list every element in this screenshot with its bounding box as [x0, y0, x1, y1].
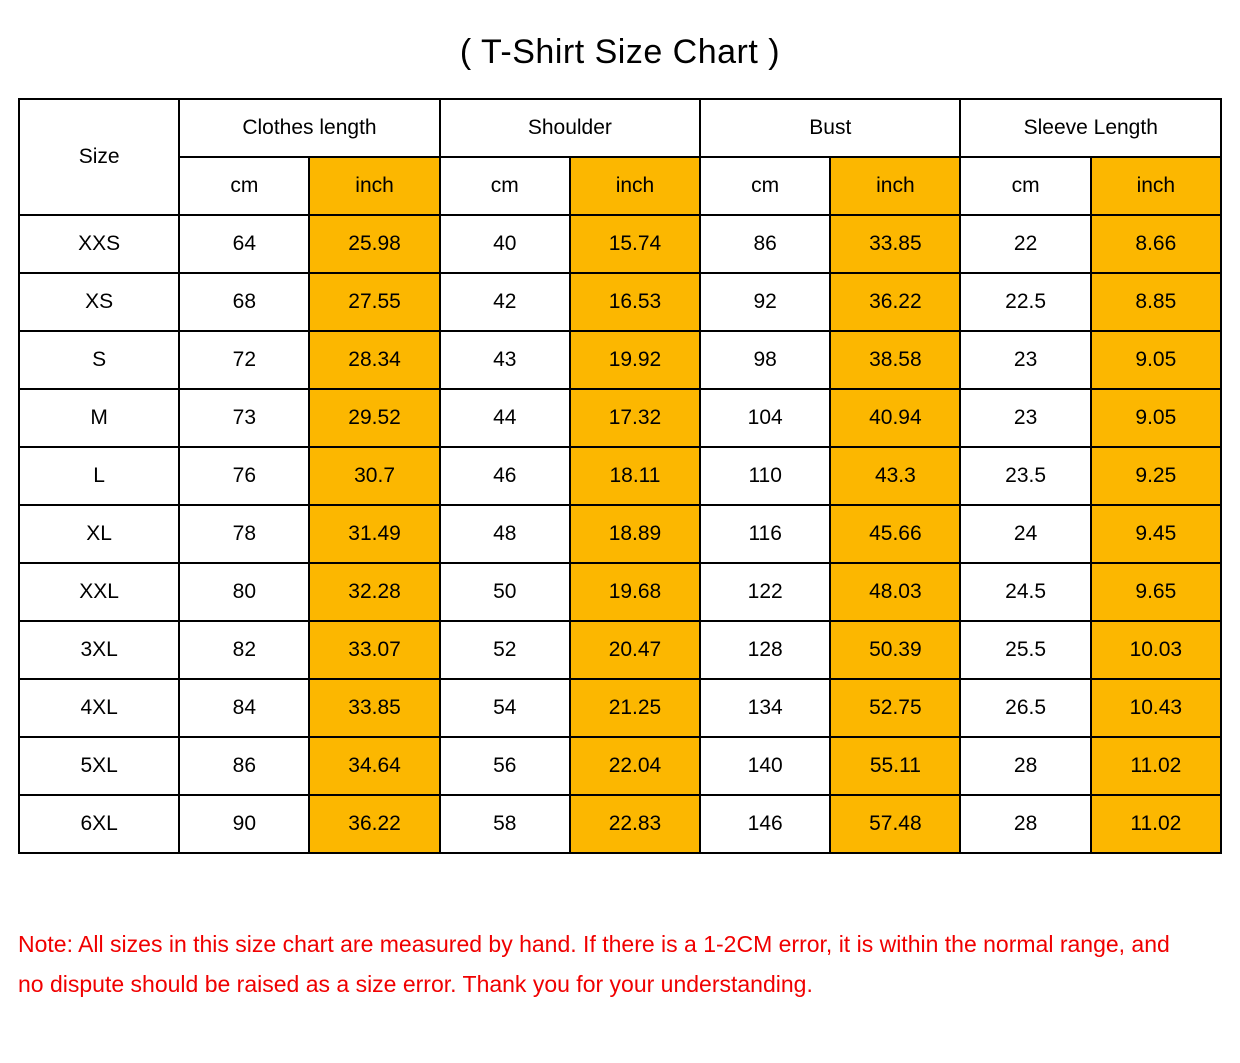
cell-bust-inch: 55.11 — [830, 737, 960, 795]
column-header-size: Size — [19, 99, 179, 215]
cell-sleeve-length-inch: 10.03 — [1091, 621, 1221, 679]
cell-shoulder-cm: 56 — [440, 737, 570, 795]
cell-bust-cm: 122 — [700, 563, 830, 621]
cell-clothes-length-inch: 30.7 — [309, 447, 439, 505]
row-size-label: 4XL — [19, 679, 179, 737]
cell-bust-inch: 40.94 — [830, 389, 960, 447]
cell-clothes-length-cm: 86 — [179, 737, 309, 795]
cell-bust-inch: 36.22 — [830, 273, 960, 331]
cell-shoulder-cm: 46 — [440, 447, 570, 505]
cell-clothes-length-cm: 82 — [179, 621, 309, 679]
cell-bust-inch: 57.48 — [830, 795, 960, 853]
table-row — [19, 505, 1221, 563]
column-group-clothes-length: Clothes length — [179, 99, 439, 157]
row-size-label: 3XL — [19, 621, 179, 679]
cell-shoulder-cm: 44 — [440, 389, 570, 447]
cell-clothes-length-cm: 90 — [179, 795, 309, 853]
cell-clothes-length-inch: 34.64 — [309, 737, 439, 795]
table-row — [19, 447, 1221, 505]
cell-clothes-length-cm: 68 — [179, 273, 309, 331]
cell-clothes-length-cm: 76 — [179, 447, 309, 505]
column-group-shoulder: Shoulder — [440, 99, 700, 157]
unit-header-bust-cm: cm — [700, 157, 830, 215]
cell-bust-cm: 140 — [700, 737, 830, 795]
unit-header-clothes-length-inch: inch — [309, 157, 439, 215]
cell-clothes-length-inch: 25.98 — [309, 215, 439, 273]
cell-shoulder-inch: 18.11 — [570, 447, 700, 505]
table-header-row-groups — [19, 99, 1221, 157]
cell-shoulder-cm: 58 — [440, 795, 570, 853]
cell-bust-inch: 33.85 — [830, 215, 960, 273]
cell-bust-cm: 116 — [700, 505, 830, 563]
size-chart-table — [18, 98, 1222, 854]
cell-sleeve-length-inch: 11.02 — [1091, 737, 1221, 795]
table-row — [19, 679, 1221, 737]
table-row — [19, 737, 1221, 795]
cell-shoulder-inch: 18.89 — [570, 505, 700, 563]
cell-sleeve-length-cm: 22 — [960, 215, 1090, 273]
cell-bust-cm: 146 — [700, 795, 830, 853]
cell-sleeve-length-inch: 8.66 — [1091, 215, 1221, 273]
cell-bust-inch: 52.75 — [830, 679, 960, 737]
cell-clothes-length-cm: 80 — [179, 563, 309, 621]
cell-bust-cm: 134 — [700, 679, 830, 737]
cell-shoulder-inch: 21.25 — [570, 679, 700, 737]
measurement-note: Note: All sizes in this size chart are measured by hand. If there is a 1-2CM error, it is within the normal range, and no dispute should be raised as a size error. Thank you for your understanding. — [18, 931, 1170, 997]
unit-header-shoulder-inch: inch — [570, 157, 700, 215]
cell-shoulder-cm: 40 — [440, 215, 570, 273]
row-size-label: XXS — [19, 215, 179, 273]
cell-sleeve-length-cm: 28 — [960, 737, 1090, 795]
cell-clothes-length-cm: 73 — [179, 389, 309, 447]
cell-shoulder-cm: 54 — [440, 679, 570, 737]
cell-sleeve-length-cm: 25.5 — [960, 621, 1090, 679]
cell-sleeve-length-cm: 22.5 — [960, 273, 1090, 331]
cell-bust-inch: 48.03 — [830, 563, 960, 621]
cell-sleeve-length-inch: 11.02 — [1091, 795, 1221, 853]
cell-clothes-length-cm: 64 — [179, 215, 309, 273]
cell-sleeve-length-cm: 23 — [960, 389, 1090, 447]
cell-shoulder-cm: 52 — [440, 621, 570, 679]
cell-sleeve-length-inch: 9.05 — [1091, 331, 1221, 389]
cell-sleeve-length-cm: 28 — [960, 795, 1090, 853]
cell-bust-cm: 86 — [700, 215, 830, 273]
cell-sleeve-length-cm: 26.5 — [960, 679, 1090, 737]
cell-bust-inch: 50.39 — [830, 621, 960, 679]
row-size-label: L — [19, 447, 179, 505]
cell-bust-cm: 128 — [700, 621, 830, 679]
unit-header-shoulder-cm: cm — [440, 157, 570, 215]
cell-bust-cm: 92 — [700, 273, 830, 331]
unit-header-clothes-length-cm: cm — [179, 157, 309, 215]
table-row — [19, 621, 1221, 679]
cell-bust-cm: 104 — [700, 389, 830, 447]
cell-clothes-length-inch: 31.49 — [309, 505, 439, 563]
cell-shoulder-inch: 16.53 — [570, 273, 700, 331]
unit-header-bust-inch: inch — [830, 157, 960, 215]
cell-clothes-length-inch: 29.52 — [309, 389, 439, 447]
cell-clothes-length-cm: 72 — [179, 331, 309, 389]
cell-shoulder-inch: 20.47 — [570, 621, 700, 679]
cell-sleeve-length-inch: 9.65 — [1091, 563, 1221, 621]
cell-clothes-length-cm: 78 — [179, 505, 309, 563]
cell-shoulder-cm: 42 — [440, 273, 570, 331]
table-row — [19, 795, 1221, 853]
page-title: ( T-Shirt Size Chart ) — [459, 33, 781, 71]
cell-shoulder-inch: 22.04 — [570, 737, 700, 795]
table-row — [19, 389, 1221, 447]
cell-clothes-length-cm: 84 — [179, 679, 309, 737]
cell-sleeve-length-inch: 9.05 — [1091, 389, 1221, 447]
unit-header-sleeve-length-inch: inch — [1091, 157, 1221, 215]
cell-shoulder-cm: 48 — [440, 505, 570, 563]
cell-shoulder-inch: 22.83 — [570, 795, 700, 853]
table-body — [19, 215, 1221, 853]
unit-header-sleeve-length-cm: cm — [960, 157, 1090, 215]
table-row — [19, 563, 1221, 621]
cell-bust-inch: 43.3 — [830, 447, 960, 505]
cell-bust-cm: 98 — [700, 331, 830, 389]
row-size-label: M — [19, 389, 179, 447]
cell-shoulder-inch: 19.68 — [570, 563, 700, 621]
cell-clothes-length-inch: 32.28 — [309, 563, 439, 621]
row-size-label: 6XL — [19, 795, 179, 853]
table-header — [19, 99, 1221, 215]
column-group-bust: Bust — [700, 99, 960, 157]
cell-clothes-length-inch: 33.85 — [309, 679, 439, 737]
row-size-label: 5XL — [19, 737, 179, 795]
cell-sleeve-length-inch: 9.45 — [1091, 505, 1221, 563]
cell-clothes-length-inch: 27.55 — [309, 273, 439, 331]
cell-sleeve-length-inch: 8.85 — [1091, 273, 1221, 331]
table-row — [19, 331, 1221, 389]
cell-clothes-length-inch: 36.22 — [309, 795, 439, 853]
cell-clothes-length-inch: 33.07 — [309, 621, 439, 679]
cell-sleeve-length-inch: 10.43 — [1091, 679, 1221, 737]
cell-bust-cm: 110 — [700, 447, 830, 505]
cell-bust-inch: 45.66 — [830, 505, 960, 563]
cell-sleeve-length-cm: 24.5 — [960, 563, 1090, 621]
cell-shoulder-inch: 15.74 — [570, 215, 700, 273]
cell-sleeve-length-inch: 9.25 — [1091, 447, 1221, 505]
cell-sleeve-length-cm: 23.5 — [960, 447, 1090, 505]
column-group-sleeve-length: Sleeve Length — [960, 99, 1221, 157]
row-size-label: XL — [19, 505, 179, 563]
size-chart-container — [18, 98, 1222, 854]
row-size-label: XS — [19, 273, 179, 331]
cell-sleeve-length-cm: 23 — [960, 331, 1090, 389]
cell-clothes-length-inch: 28.34 — [309, 331, 439, 389]
cell-shoulder-inch: 17.32 — [570, 389, 700, 447]
cell-shoulder-cm: 50 — [440, 563, 570, 621]
table-row — [19, 273, 1221, 331]
cell-shoulder-cm: 43 — [440, 331, 570, 389]
cell-bust-inch: 38.58 — [830, 331, 960, 389]
cell-sleeve-length-cm: 24 — [960, 505, 1090, 563]
row-size-label: S — [19, 331, 179, 389]
table-row — [19, 215, 1221, 273]
table-header-row-units — [19, 157, 1221, 215]
row-size-label: XXL — [19, 563, 179, 621]
cell-shoulder-inch: 19.92 — [570, 331, 700, 389]
